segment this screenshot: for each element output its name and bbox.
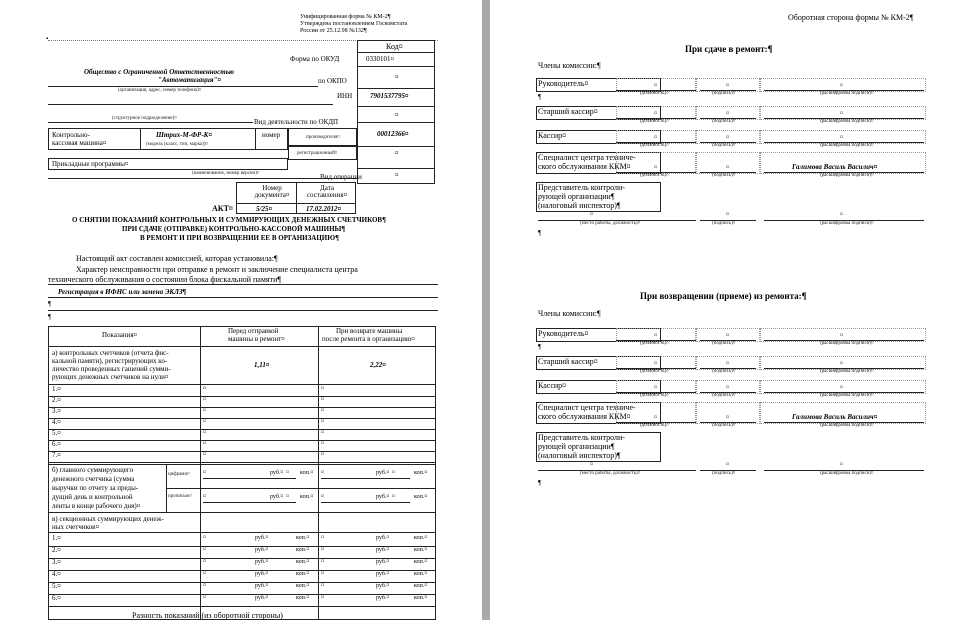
kop-label: коп.¤	[414, 494, 428, 500]
row-tax-inspector-signature-caption: (подпись)¤	[712, 221, 736, 226]
members-label-1: Члены комиссии:¶	[538, 61, 601, 70]
kkm-model-caption: (модель (класс, тип, марка))¤	[146, 142, 209, 147]
blank-para: ¶	[538, 343, 542, 351]
row-cashier-position-caption: (должность)¤	[640, 143, 669, 148]
rub-label: руб.¤	[255, 571, 269, 577]
kop-label: коп.¤	[414, 583, 428, 589]
row-after-value: ¤	[321, 430, 324, 436]
blank-para-1: ¶	[48, 300, 52, 308]
row-before-value: ¤	[203, 408, 206, 414]
form-header-line1: Унифицированная форма № КМ-2¶	[300, 14, 391, 20]
okpo-label: по ОКПО	[318, 77, 347, 85]
kop-label: коп.¤	[300, 470, 314, 476]
kkm-label: Контрольно-	[52, 131, 90, 139]
row-cashier-decoding-value: ¤	[840, 385, 843, 391]
kkm-number-label: номер	[262, 131, 281, 139]
row-tax-inspector-workplace-value: ¤	[590, 462, 593, 468]
col-before-2: машины в ремонт¤	[228, 335, 285, 343]
row-before-value: ¤	[203, 397, 206, 403]
rub-label: руб.¤	[270, 470, 284, 476]
body-line-1: Настоящий акт составлен комиссией, которая установила:¶	[76, 254, 278, 263]
row-line	[48, 429, 436, 430]
kop-label: коп.¤	[296, 595, 310, 601]
row-specialist-position-value: ¤	[654, 165, 657, 171]
row-before-value: ¤	[203, 419, 206, 425]
rub-cell: ¤	[392, 494, 395, 500]
kop-label: коп.¤	[296, 571, 310, 577]
rub-label: руб.¤	[376, 547, 390, 553]
rub-label: руб.¤	[376, 559, 390, 565]
row-tax-inspector-decoding-caption: (расшифровка подписи)¤	[820, 471, 874, 476]
row-head-position-value: ¤	[654, 83, 657, 89]
back-header: Оборотная сторона формы № КМ-2¶	[788, 13, 914, 22]
rub-cell: ¤	[286, 470, 289, 476]
row-number: 1.¤	[52, 385, 61, 393]
amount-cell: ¤	[203, 595, 206, 601]
row-senior-cashier-label: Старший кассир¤	[538, 357, 598, 366]
act-title-2: ПРИ СДАЧЕ (ОТПРАВКЕ) КОНТРОЛЬНО-КАССОВОЙ МАШИНЫ¶	[122, 225, 346, 233]
section-a-line-1: а) контрольных счетчиков (отчета фис-	[52, 349, 169, 357]
row-head-signature-value: ¤	[726, 333, 729, 339]
row-senior-cashier-label: Старший кассир¤	[538, 107, 598, 116]
amount-underline	[203, 478, 296, 479]
row-tax-inspector-label: (налоговый инспектор)¶	[538, 451, 621, 460]
row-senior-cashier-position-value: ¤	[654, 111, 657, 117]
kop-label: коп.¤	[414, 571, 428, 577]
amount-cell: ¤	[203, 571, 206, 577]
row-line	[48, 407, 436, 408]
inn-label: ИНН	[337, 92, 353, 100]
row-tax-inspector-label: рующей организации¶	[538, 442, 615, 451]
body-line-2: Характер неисправности при отправке в ремонт и заключение специалиста центра	[76, 265, 358, 274]
kkm-factory-number: 00012366¤	[377, 130, 409, 138]
kop-label: коп.¤	[414, 470, 428, 476]
body-line-3: технического обслуживания о состоянии блока фискальной памяти¶	[48, 275, 281, 284]
row-senior-cashier-decoding-caption: (расшифровка подписи)¤	[820, 119, 874, 124]
row-specialist-position-value: ¤	[654, 415, 657, 421]
row-senior-cashier-signature-value: ¤	[726, 361, 729, 367]
act-title-3: В РЕМОНТ И ПРИ ВОЗВРАЩЕНИИ ЕЕ В ОРГАНИЗАЦИЮ¶	[140, 234, 339, 242]
col-readings: Показания¤	[102, 331, 138, 339]
row-specialist-position-caption: (должность)¤	[640, 423, 669, 428]
row-senior-cashier-signature-caption: (подпись)¤	[712, 119, 736, 124]
amount-cell: ¤	[321, 583, 324, 589]
row-number: 2.¤	[52, 396, 61, 404]
row-head-decoding-value: ¤	[840, 333, 843, 339]
amount-underline	[203, 502, 296, 503]
row-cashier-signature-caption: (подпись)¤	[712, 143, 736, 148]
amount-cell: ¤	[203, 535, 206, 541]
row-number: 1.¤	[52, 534, 61, 542]
rub-label: руб.¤	[376, 595, 390, 601]
row-after-value: ¤	[321, 419, 324, 425]
row-specialist-label: Специалист центра техниче-	[538, 153, 636, 162]
row-tax-inspector-signature-value: ¤	[726, 462, 729, 468]
form-page-back	[490, 0, 973, 620]
row-specialist-decoding-caption: (расшифровка подписи)¤	[820, 173, 874, 178]
org-name: Общество с Ограниченной Ответственностью	[84, 68, 235, 76]
row-senior-cashier-signature-value: ¤	[726, 111, 729, 117]
row-specialist-signature-caption: (подпись)¤	[712, 173, 736, 178]
row-specialist-signature-value: ¤	[726, 165, 729, 171]
kop-label: коп.¤	[414, 595, 428, 601]
row-number: 4.¤	[52, 418, 61, 426]
section-b-line-5: ленты в конце рабочего дня)¤	[52, 502, 141, 510]
code-label: Код¤	[386, 42, 403, 51]
section-handover-title: При сдаче в ремонт:¶	[685, 44, 773, 54]
row-specialist-signature-caption: (подпись)¤	[712, 423, 736, 428]
kop-label: коп.¤	[296, 559, 310, 565]
row-line	[48, 418, 436, 419]
amount-cell: ¤	[203, 494, 206, 500]
act-label: АКТ¤	[212, 204, 233, 213]
row-head-position-caption: (должность)¤	[640, 341, 669, 346]
amount-cell: ¤	[203, 547, 206, 553]
amount-underline	[321, 478, 410, 479]
row-tax-inspector-label: Представитель контроли-	[538, 183, 625, 192]
in-words-label: прописью¤	[168, 494, 192, 499]
row-tax-inspector-signature-value: ¤	[726, 212, 729, 218]
row-number: 5.¤	[52, 429, 61, 437]
blank-para: ¶	[538, 479, 542, 487]
okud-value: 0330101¤	[366, 55, 394, 63]
row-line	[48, 606, 436, 607]
row-cashier-decoding-caption: (расшифровка подписи)¤	[820, 143, 874, 148]
row-head-decoding-caption: (расшифровка подписи)¤	[820, 341, 874, 346]
row-number: 5.¤	[52, 582, 61, 590]
row-before-value: ¤	[203, 452, 206, 458]
row-after-value: ¤	[321, 386, 324, 392]
row-senior-cashier-decoding-value: ¤	[840, 111, 843, 117]
row-head-signature-caption: (подпись)¤	[712, 91, 736, 96]
amount-cell: ¤	[321, 494, 324, 500]
row-number: 3.¤	[52, 558, 61, 566]
section-a-after: 2,22¤	[370, 361, 386, 369]
okud-label: Форма по ОКУД	[290, 55, 340, 63]
rub-label: руб.¤	[376, 470, 390, 476]
rub-cell: ¤	[286, 494, 289, 500]
kop-label: коп.¤	[296, 535, 310, 541]
row-number: 4.¤	[52, 570, 61, 578]
row-line	[48, 396, 436, 397]
col-after-2: после ремонта в организацию¤	[322, 335, 415, 343]
rub-label: руб.¤	[376, 494, 390, 500]
kop-label: коп.¤	[296, 547, 310, 553]
section-return-title: При возвращении (приеме) из ремонта:¶	[640, 291, 807, 301]
dept-caption: (структурное подразделение)¤	[112, 116, 177, 121]
form-header-line3: России от 25.12.98 №132¶	[300, 28, 367, 34]
row-line	[48, 462, 436, 463]
row-number: 6.¤	[52, 594, 61, 602]
kop-label: коп.¤	[414, 559, 428, 565]
footer-text: Разность показаний (из оборотной стороны)	[132, 611, 283, 620]
kkm-factory-label: производителя¤	[306, 135, 340, 140]
blank-para: ¶	[538, 93, 542, 101]
software-label: Прикладные программы¤	[52, 160, 129, 168]
row-senior-cashier-position-caption: (должность)¤	[640, 369, 669, 374]
row-after-value: ¤	[321, 408, 324, 414]
section-a-before: 1,11¤	[254, 361, 270, 369]
row-cashier-position-caption: (должность)¤	[640, 393, 669, 398]
rub-label: руб.¤	[376, 583, 390, 589]
row-tax-inspector-decoding-caption: (расшифровка подписи)¤	[820, 221, 874, 226]
row-cashier-decoding-value: ¤	[840, 135, 843, 141]
kkm-label-2: кассовая машина¤	[52, 139, 107, 147]
doc-number-label: Номер документа¤	[254, 184, 290, 199]
row-senior-cashier-position-value: ¤	[654, 361, 657, 367]
row-tax-inspector-decoding-value: ¤	[840, 462, 843, 468]
okdp-label: Вид деятельности по ОКДП	[254, 118, 339, 126]
row-senior-cashier-signature-caption: (подпись)¤	[712, 369, 736, 374]
kkm-model: Штрих-М-ФР-К¤	[156, 131, 212, 139]
rub-label: руб.¤	[255, 559, 269, 565]
row-head-position-caption: (должность)¤	[640, 91, 669, 96]
row-line	[48, 451, 436, 452]
operation-label: Вид операции	[320, 173, 362, 181]
section-c-line-2: ных счетчиков¤	[52, 523, 99, 531]
blank-para-2: ¶	[48, 313, 52, 321]
section-a-line-4: рующих денежных счетчиков на нули¤	[52, 373, 169, 381]
amount-cell: ¤	[321, 470, 324, 476]
amount-cell: ¤	[203, 583, 206, 589]
kop-label: коп.¤	[414, 535, 428, 541]
row-number: 2.¤	[52, 546, 61, 554]
section-b-line-3: выручки по отчету за преды-	[52, 484, 139, 492]
rub-cell: ¤	[392, 470, 395, 476]
row-cashier-decoding-caption: (расшифровка подписи)¤	[820, 393, 874, 398]
rub-label: руб.¤	[255, 595, 269, 601]
row-before-value: ¤	[203, 430, 206, 436]
row-head-signature-caption: (подпись)¤	[712, 341, 736, 346]
kop-label: коп.¤	[414, 547, 428, 553]
section-a-line-3: личество проведенных гашений сумми-	[52, 365, 171, 373]
row-cashier-position-value: ¤	[654, 385, 657, 391]
frame-anchor: ▪	[46, 36, 49, 42]
doc-date-label: Дата составления¤	[306, 184, 348, 199]
rub-label: руб.¤	[376, 535, 390, 541]
kop-label: коп.¤	[296, 583, 310, 589]
amount-cell: ¤	[321, 559, 324, 565]
row-after-value: ¤	[321, 452, 324, 458]
row-senior-cashier-position-caption: (должность)¤	[640, 119, 669, 124]
okpo-value: ¤	[395, 73, 399, 81]
amount-cell: ¤	[321, 595, 324, 601]
row-tax-inspector-workplace-value: ¤	[590, 212, 593, 218]
rub-label: руб.¤	[255, 535, 269, 541]
rub-label: руб.¤	[255, 583, 269, 589]
amount-cell: ¤	[321, 535, 324, 541]
row-head-position-value: ¤	[654, 333, 657, 339]
col-after-1: При возврате машины	[336, 327, 403, 335]
row-head-decoding-value: ¤	[840, 83, 843, 89]
section-c-line-1: в) секционных суммирующих денеж-	[52, 515, 164, 523]
kkm-reg-label: регистрационный¤	[297, 151, 338, 156]
row-tax-inspector-workplace-caption: (место работы, должность)¤	[580, 221, 641, 226]
doc-number: 5/25¤	[256, 205, 272, 213]
row-line	[48, 440, 436, 441]
rub-label: руб.¤	[376, 571, 390, 577]
inn-value: 7901537795¤	[370, 92, 409, 100]
amount-cell: ¤	[203, 470, 206, 476]
row-tax-inspector-label: (налоговый инспектор)¶	[538, 201, 621, 210]
row-tax-inspector-workplace-caption: (место работы, должность)¤	[580, 471, 641, 476]
in-digits-label: цифрами¤	[168, 472, 190, 477]
row-senior-cashier-decoding-caption: (расшифровка подписи)¤	[820, 369, 874, 374]
row-senior-cashier-decoding-value: ¤	[840, 361, 843, 367]
row-tax-inspector-decoding-value: ¤	[840, 212, 843, 218]
form-page-front	[0, 0, 482, 620]
blank-para: ¶	[538, 229, 542, 237]
row-cashier-signature-value: ¤	[726, 135, 729, 141]
row-before-value: ¤	[203, 441, 206, 447]
row-specialist-position-caption: (должность)¤	[640, 173, 669, 178]
row-cashier-signature-value: ¤	[726, 385, 729, 391]
doc-date: 17.02.2012¤	[306, 205, 341, 213]
amount-cell: ¤	[321, 547, 324, 553]
rub-label: руб.¤	[255, 547, 269, 553]
row-tax-inspector-label: Представитель контроли-	[538, 433, 625, 442]
operation-value: ¤	[395, 171, 399, 179]
act-title-1: О СНЯТИИ ПОКАЗАНИЙ КОНТРОЛЬНЫХ И СУММИРУЮЩИХ ДЕНЕЖНЫХ СЧЕТЧИКОВ¶	[72, 216, 386, 224]
section-b-line-2: денежного счетчика (сумма	[52, 475, 135, 483]
col-before-1: Перед отправкой	[228, 327, 279, 335]
section-b-line-4: дущий день и контрольной	[52, 493, 133, 501]
row-cashier-signature-caption: (подпись)¤	[712, 393, 736, 398]
row-after-value: ¤	[321, 397, 324, 403]
form-header-line2: Утверждена постановлением Госкомстата	[300, 21, 408, 27]
specialist-name: Галимова Василь Василич¤	[792, 163, 878, 171]
row-specialist-label: ского обслуживания ККМ¤	[538, 412, 631, 421]
row-number: 7.¤	[52, 451, 61, 459]
amount-cell: ¤	[203, 559, 206, 565]
row-head-label: Руководитель¤	[538, 79, 589, 88]
fault-description: Регистрация в ИФНС или замена ЭКЛЗ¶	[58, 288, 187, 296]
row-cashier-label: Кассир¤	[538, 381, 567, 390]
section-b-line-1: б) главного суммирующего	[52, 466, 134, 474]
org-name-2: "Автоматизация"¤	[158, 76, 221, 84]
amount-cell: ¤	[321, 571, 324, 577]
row-number: 6.¤	[52, 440, 61, 448]
section-a-line-2: кальной памяти), регистрирующих ко-	[52, 357, 168, 365]
okdp-value: ¤	[395, 111, 399, 119]
members-label-2: Члены комиссии:¶	[538, 309, 601, 318]
row-tax-inspector-label: рующей организации¶	[538, 192, 615, 201]
rub-label: руб.¤	[270, 494, 284, 500]
specialist-name: Галимова Василь Василич¤	[792, 413, 878, 421]
row-specialist-decoding-caption: (расшифровка подписи)¤	[820, 423, 874, 428]
org-caption: (организация, адрес, номер телефона)¤	[118, 88, 202, 93]
reg-number-value: ¤	[395, 149, 399, 157]
kop-label: коп.¤	[300, 494, 314, 500]
row-head-decoding-caption: (расшифровка подписи)¤	[820, 91, 874, 96]
software-caption: (наименование, номер версии)¤	[192, 171, 260, 176]
row-after-value: ¤	[321, 441, 324, 447]
row-tax-inspector-signature-caption: (подпись)¤	[712, 471, 736, 476]
amount-underline	[321, 502, 410, 503]
row-before-value: ¤	[203, 386, 206, 392]
row-specialist-label: Специалист центра техниче-	[538, 403, 636, 412]
row-specialist-signature-value: ¤	[726, 415, 729, 421]
row-specialist-label: ского обслуживания ККМ¤	[538, 162, 631, 171]
row-head-label: Руководитель¤	[538, 329, 589, 338]
row-cashier-label: Кассир¤	[538, 131, 567, 140]
row-cashier-position-value: ¤	[654, 135, 657, 141]
row-head-signature-value: ¤	[726, 83, 729, 89]
row-number: 3.¤	[52, 407, 61, 415]
